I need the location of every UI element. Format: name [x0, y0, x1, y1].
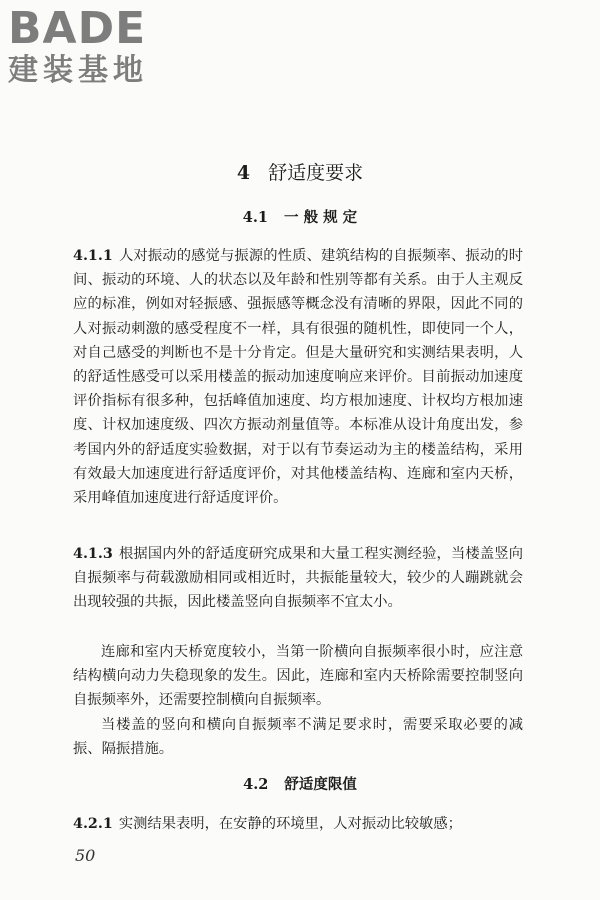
paragraph-text: 当楼盖的竖向和横向自振频率不满足要求时，需要采取必要的减振、隔振措施。 [73, 717, 523, 758]
paragraph-text: 连廊和室内天桥宽度较小，当第一阶横向自振频率很小时，应注意结构横向动力失稳现象的发生。因此，连廊和室内天桥除需要控制竖向自振频率外，还需要控制横向自振频率。 [73, 644, 523, 709]
clause-text: 实测结果表明，在安静的环境里，人对振动比较敏感； [118, 816, 462, 832]
section-title-text: 舒适度限值 [284, 776, 357, 793]
clause-number: 4.2.1 [73, 816, 113, 832]
clause-number: 4.1.1 [73, 248, 113, 264]
clause-text: 人对振动的感觉与振源的性质、建筑结构的自振频率、振动的时间、振动的环境、人的状态以及年龄和性别等都有关系。由于人主观反应的标准，例如对轻振感、强振感等概念没有清晰的界限，因此不同的人对振动刺激的感受程度不一样，具有很强的随机性，即使同一个人，对自己感受的判断也不是十分肯定。但是大量研究和实测结果表明，人的舒适性感受可以采用楼盖的振动加速度响应来评价。目前振动加速度评价指标有很多种，包括峰值加速度、均方根加速度、计权均方根加速度、计权加速度级、四次方振动剂量值等。本标准从设计角度出发，参考国内外的舒适度实验数据，对于以有节奏运动为主的楼盖结构，采用有效最大加速度进行舒适度评价，对其他楼盖结构、连廊和室内天桥，采用峰值加速度进行舒适度评价。 [73, 248, 523, 507]
logo-cjk-text: 建装基地 [8, 53, 148, 88]
logo-latin-text: BADE [8, 3, 147, 54]
bade-logo [8, 3, 178, 88]
chapter-number: 4 [236, 162, 251, 184]
section-title-text: 一 般 规 定 [284, 209, 358, 226]
paragraph-vibration-measures [73, 713, 523, 761]
section-title-4-2 [0, 774, 600, 796]
clause-text: 根据国内外的舒适度研究成果和大量工程实测经验，当楼盖竖向自振频率与荷载激励相同或相近时，共振能量较大，较少的人蹦跳就会出现较强的共振，因此楼盖竖向自振频率不宜太小。 [73, 546, 523, 611]
section-number: 4.1 [242, 209, 269, 226]
clause-4-1-1 [73, 244, 523, 510]
page-number: 50 [75, 846, 96, 865]
section-title-4-1 [0, 207, 600, 229]
clause-4-1-3 [73, 542, 523, 615]
clause-number: 4.1.3 [73, 546, 113, 562]
paragraph-lateral-frequency [73, 640, 523, 713]
chapter-title-text: 舒适度要求 [268, 162, 364, 184]
clause-4-2-1 [73, 812, 523, 836]
section-number: 4.2 [243, 776, 269, 793]
chapter-title [0, 160, 600, 186]
